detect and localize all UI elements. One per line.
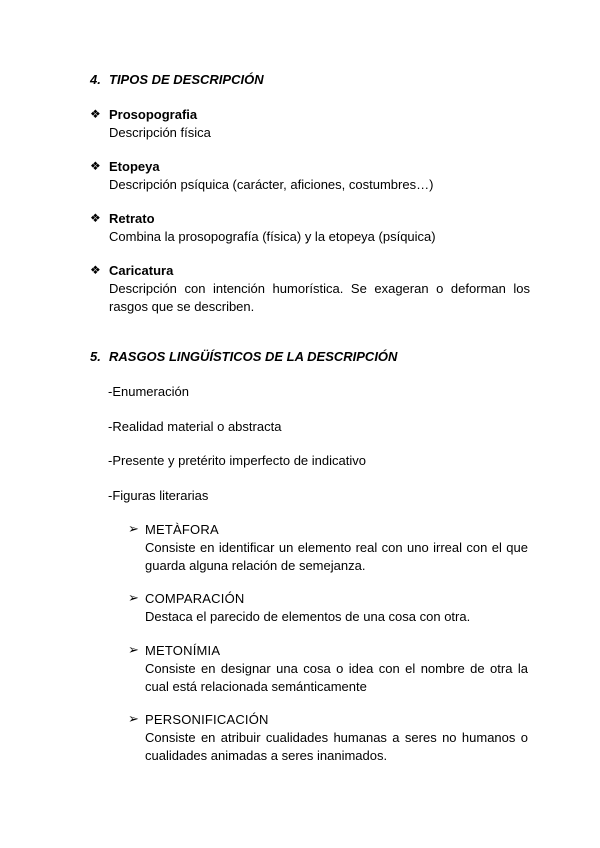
diamond-bullet-icon: ❖ [90, 211, 101, 225]
diamond-bullet-icon: ❖ [90, 107, 101, 121]
diamond-bullet-icon: ❖ [90, 263, 101, 277]
item-description: Descripción psíquica (carácter, aficiones, costumbres…) [109, 177, 434, 192]
section-4-number: 4. [90, 72, 101, 87]
figure-description: Consiste en atribuir cualidades humanas a seres no humanos o cualidades animadas a seres inanimados. [145, 730, 528, 763]
feature-item: -Enumeración [108, 384, 189, 399]
item-description: Descripción física [109, 125, 211, 140]
section-4-heading [90, 72, 264, 87]
arrow-bullet-icon: ➢ [128, 711, 139, 726]
figure-name: METÀFORA [145, 522, 219, 537]
arrow-bullet-icon: ➢ [128, 521, 139, 536]
figure-name: PERSONIFICACIÓN [145, 712, 269, 727]
section-5-heading [90, 349, 397, 364]
figure-description: Consiste en identificar un elemento real con uno irreal con el que guarda alguna relación de semejanza. [145, 540, 528, 573]
section-5-title: RASGOS LINGÜÍSTICOS DE LA DESCRIPCIÓN [109, 349, 398, 364]
figure-name: COMPARACIÓN [145, 591, 245, 606]
diamond-bullet-icon: ❖ [90, 159, 101, 173]
figure-name: METONÍMIA [145, 643, 221, 658]
item-description: Descripción con intención humorística. Se exageran o deforman los rasgos que se describen. [109, 281, 530, 314]
figure-description: Destaca el parecido de elementos de una cosa con otra. [145, 609, 471, 624]
section-5-number: 5. [90, 349, 101, 364]
feature-item: -Figuras literarias [108, 488, 209, 503]
figure-description: Consiste en designar una cosa o idea con el nombre de otra la cual está relacionada semánticamente [145, 661, 528, 694]
arrow-bullet-icon: ➢ [128, 590, 139, 605]
section-4-title: TIPOS DE DESCRIPCIÓN [109, 72, 264, 87]
arrow-bullet-icon: ➢ [128, 642, 139, 657]
item-term: Prosopografia [109, 107, 198, 122]
item-term: Caricatura [109, 263, 174, 278]
item-term: Etopeya [109, 159, 160, 174]
item-description: Combina la prosopografía (física) y la etopeya (psíquica) [109, 229, 436, 244]
item-term: Retrato [109, 211, 155, 226]
feature-item: -Realidad material o abstracta [108, 419, 282, 434]
feature-item: -Presente y pretérito imperfecto de indicativo [108, 453, 366, 468]
